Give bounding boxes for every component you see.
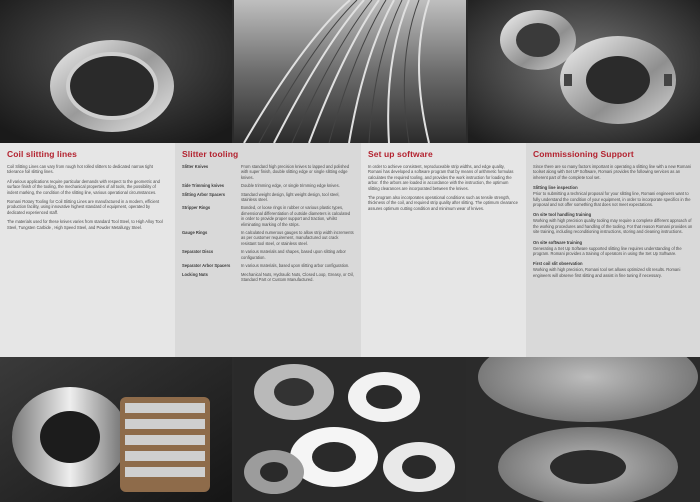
paragraph: The program also incorporates operational conditions such as tensile strength, thickness of the coil, and required strip quality after slitting. The optimum clearance assures optimum cutting condition and minimum wear of knives. <box>368 195 518 211</box>
section-title: Set up software <box>368 149 433 159</box>
slitting-strips-photo <box>234 0 466 143</box>
row-value: From standard high precision knives to lapped and polished with super finish, double slitting edge or single slitting edge knives. <box>241 164 350 180</box>
tooling-table <box>182 164 354 285</box>
commissioning-section <box>526 143 700 357</box>
table-row <box>182 205 354 230</box>
row-value: In various materials, based upon slitting arbor configuration. <box>241 263 350 269</box>
large-discs-photo <box>468 357 700 502</box>
paragraph: Coil Slitting Lines can vary from rough hot rolled slitters to dedicated narrow tight tolerance foil slitting lines. <box>7 164 153 175</box>
paragraph: Working with high precision quality tooling may require a complete different approach of the working procedures and handling of the tooling. For that reason Romani provides on site training, including reconditioning instructions, storing and cleaning instructions. <box>533 218 693 235</box>
row-label: Slitting Arbor Spacers <box>182 191 226 197</box>
stacked-rings-photo <box>0 357 232 502</box>
row-value: Bonded, or loose rings in rubber or various plastic types, dimensional differentiation of outside diameters is calculated in order to provide proper support and traction, whilst eliminating marking of the strips. <box>241 205 351 227</box>
paragraph: In order to achieve consistent, reproduceable strip widths, and edge quality, Romani has developed a software program that by means of arithmetic formulas calculates the required tooling, and provides the work instruction for loading the arbor. If the arbors are loaded in accordance with the instruction, the optimum slitting clearances are incorporated between the knives. <box>368 164 514 191</box>
paragraph: Prior to submitting a technical proposal for your slitting line, Romani engineers want to fully understand the condition of your equipment, in order to incorporate specifics in the proposal and not offer something that does not meet expectations. <box>533 191 691 208</box>
row-value: In calculated numerous gauges to allow strip width increments as per customer requirement, manufactured out crack resistant tool steel, or stainless steel. <box>241 230 354 246</box>
section-title: Coil slitting lines <box>7 149 77 159</box>
subheading: Slitting line inspection <box>533 185 578 191</box>
table-row <box>182 249 354 263</box>
setup-software-section <box>361 143 526 357</box>
single-knife-ring-photo <box>0 0 232 143</box>
table-row <box>182 272 354 286</box>
coil-slitting-section <box>0 143 175 357</box>
table-row <box>182 192 354 206</box>
table-row <box>182 183 354 191</box>
subheading: On site software training <box>533 239 583 245</box>
knives-and-nut-photo <box>468 0 700 143</box>
section-title: Commissioning Support <box>533 149 634 159</box>
subheading: On site tool handling training <box>533 212 592 218</box>
row-label: Stripper Rings <box>182 205 211 211</box>
paragraph: All various applications require particular demands with respect to the geometric and surface finish of the tooling, the mechanical properties of all tools, the possibility of indent marking, the condition of the slitting line, various operational circumstances. <box>7 178 160 195</box>
row-label: Side Trimming knives <box>182 183 225 189</box>
separator-discs-photo <box>234 357 466 502</box>
table-row <box>182 230 354 249</box>
row-label: Separator Arbor Spacers <box>182 263 231 269</box>
row-label: Slitter Knives <box>182 164 209 169</box>
row-value: Mechanical Nuts, Hydraulic Nuts, Closed Loop, Greasy, or Oil, Standard Part or Custom Manufactured. <box>241 271 354 282</box>
top-photo-row <box>0 0 700 143</box>
paragraph: Generating a Set Up Software supported slitting line requires understanding of the program. Romani provides a training of operators in using the Set Up Software. <box>533 245 682 257</box>
row-label: Separator Discs <box>182 249 214 255</box>
subheading: First coil slit observation <box>533 261 583 267</box>
paragraph: Since there are so many factors important in operating a slitting line with a new Romani toolset along with Set UP Software, Romani provides the following services as an inherent part of the complete tool set. <box>533 164 691 180</box>
row-value: Standard weight design, light weight design, tool steel, stainless steel. <box>241 191 340 203</box>
paragraph: Romani Rotary Tooling for Coil Slitting Lines are manufactured in a modern, efficient production facility, using innovative highest standard of equipment, operated by dedicated experienced staff. <box>7 199 160 215</box>
table-row <box>182 164 354 183</box>
paragraph: Working with high precision, Romani tool set allows optimized slit results. Romani engineers will observe first slitting and assist in fine tuning if necessary. <box>533 267 681 278</box>
bottom-photo-row <box>0 357 700 502</box>
row-value: Double trimming edge, or single trimming edge knives. <box>241 183 340 189</box>
row-label: Locking Nuts <box>182 271 208 277</box>
table-row <box>182 263 354 271</box>
section-title: Slitter tooling <box>182 149 239 159</box>
row-value: In various materials and shapes, based upon slitting arbor configuration. <box>241 249 346 260</box>
paragraph: The materials used for these knives varies from standard Tool Steel, to High Alloy Tool Steel, Tungsten Carbide , High Speed Steel, and Powder Metallurgy Steel. <box>7 219 163 230</box>
text-panel-row <box>0 143 700 357</box>
slitter-tooling-section <box>175 143 361 357</box>
row-label: Gauge Rings <box>182 230 208 236</box>
